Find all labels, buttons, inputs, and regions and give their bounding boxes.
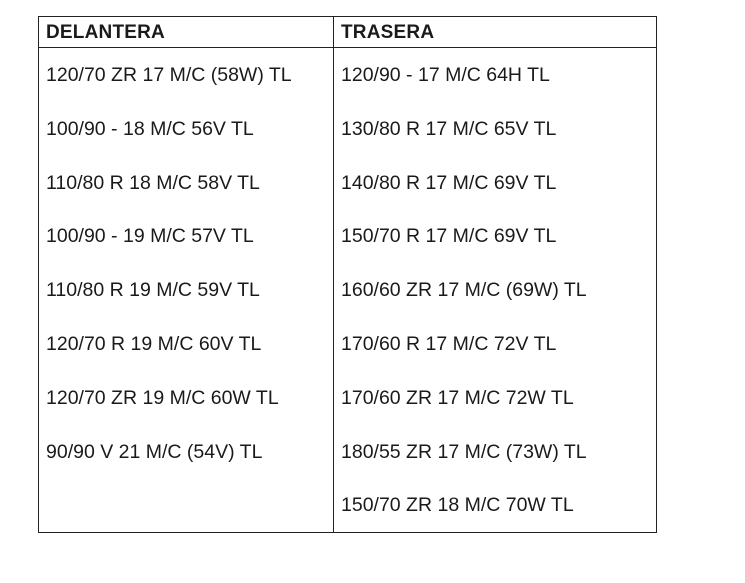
rear-tire-size: 140/80 R 17 M/C 69V TL bbox=[341, 171, 557, 194]
front-tire-size: 100/90 - 19 M/C 57V TL bbox=[46, 225, 254, 248]
front-tire-size: 120/70 R 19 M/C 60V TL bbox=[46, 332, 262, 355]
rear-tire-column bbox=[341, 48, 587, 532]
front-tire-size: 100/90 - 18 M/C 56V TL bbox=[46, 117, 254, 140]
rear-tire-size: 130/80 R 17 M/C 65V TL bbox=[341, 117, 557, 140]
column-divider bbox=[333, 17, 334, 532]
tire-sizes-table bbox=[38, 16, 657, 533]
rear-tire-size: 170/60 ZR 17 M/C 72W TL bbox=[341, 386, 574, 409]
rear-tire-size: 180/55 ZR 17 M/C (73W) TL bbox=[341, 440, 587, 463]
rear-tire-size: 150/70 R 17 M/C 69V TL bbox=[341, 225, 557, 248]
front-tire-size: 120/70 ZR 17 M/C (58W) TL bbox=[46, 64, 292, 86]
rear-tire-size: 170/60 R 17 M/C 72V TL bbox=[341, 332, 557, 355]
front-tire-size: 110/80 R 19 M/C 59V TL bbox=[46, 279, 260, 302]
front-tire-size: 120/70 ZR 19 M/C 60W TL bbox=[46, 386, 279, 409]
table-header-row bbox=[39, 17, 656, 48]
front-tire-size: 110/80 R 18 M/C 58V TL bbox=[46, 171, 260, 194]
front-tire-column bbox=[46, 48, 292, 478]
header-rear: TRASERA bbox=[341, 22, 435, 43]
header-front: DELANTERA bbox=[46, 22, 165, 43]
rear-tire-size: 120/90 - 17 M/C 64H TL bbox=[341, 64, 550, 86]
front-tire-size: 90/90 V 21 M/C (54V) TL bbox=[46, 440, 263, 463]
rear-tire-size: 160/60 ZR 17 M/C (69W) TL bbox=[341, 279, 587, 302]
rear-tire-size: 150/70 ZR 18 M/C 70W TL bbox=[341, 494, 574, 517]
